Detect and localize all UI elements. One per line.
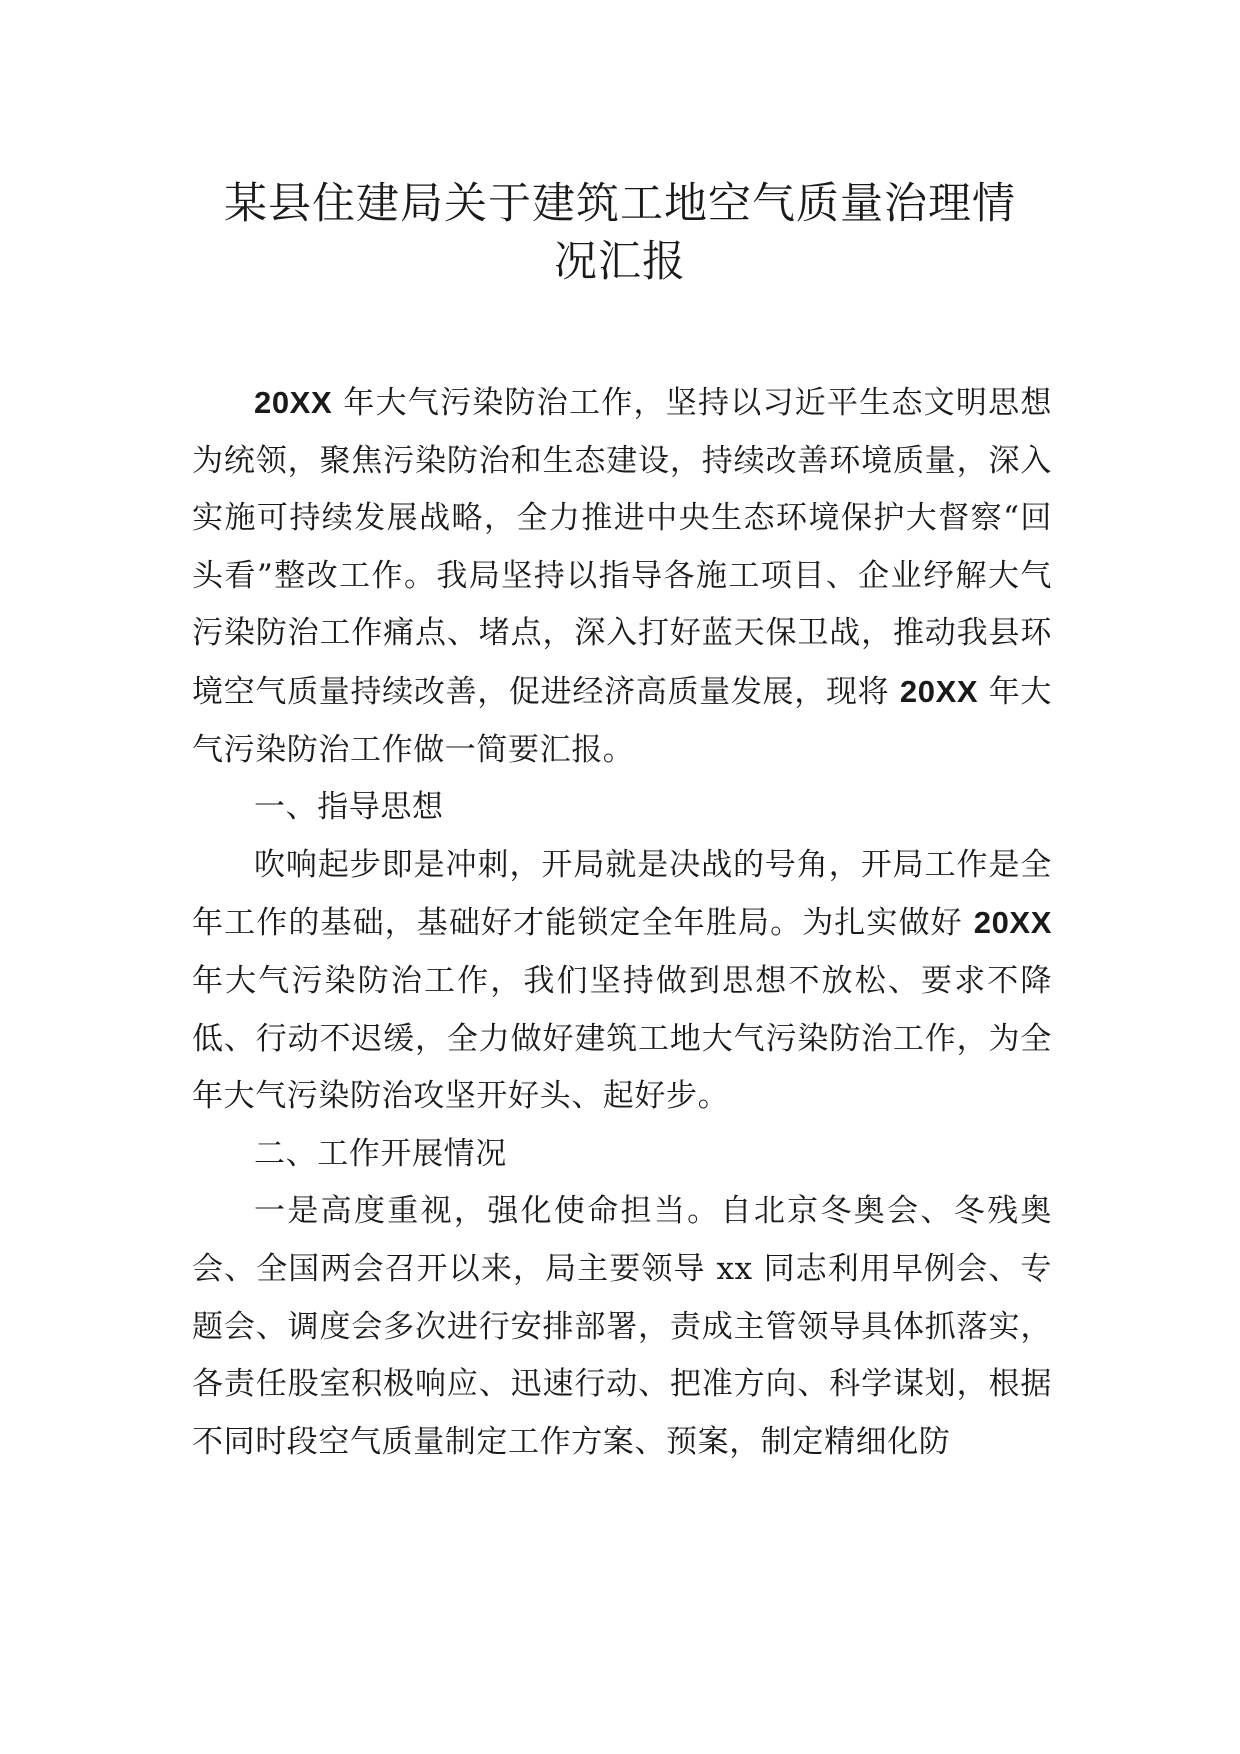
paragraph-work-progress: 一是高度重视，强化使命担当。自北京冬奥会、冬残奥会、全国两会召开以来，局主要领导 xx 同志利用早例会、专题会、调度会多次进行安排部署，责成主管领导具体抓落实，各责任股室积极响应、迅速行动、把准方向、科学谋划，根据不同时段空气质量制定工作方案、预案，制定精细化防 <box>192 1193 1052 1460</box>
year-label: 20XX <box>973 905 1052 941</box>
title-line-1: 某县住建局关于建筑工地空气质量治理情 <box>224 179 1016 229</box>
year-label: 20XX <box>899 673 979 709</box>
section-heading-guiding-thought: 一、指导思想 <box>254 789 444 826</box>
paragraph-intro <box>192 374 1052 779</box>
title-line-2: 况汇报 <box>554 237 686 287</box>
paragraph-guiding-text-b: 年大气污染防治工作，我们坚持做到思想不放松、要求不降低、行动不迟缓，全力做好建筑工地大气污染防治工作，为全年大气污染防治攻坚开好头、起好步。 <box>192 962 1052 1115</box>
section-heading-work-progress: 二、工作开展情况 <box>254 1135 507 1172</box>
paragraph-intro-text-b: 年大气污染防治工作做一简要汇报。 <box>192 673 1053 768</box>
paragraph-intro-text-a: 年大气污染防治工作，坚持以习近平生态文明思想为统领，聚焦污染防治和生态建设，持续改善环境质量，深入实施可持续发展战略，全力推进中央生态环境保护大督察“回头看”整改工作。我局坚持以指导各施工项目、企业纾解大气污染防治工作痛点、堵点，深入打好蓝天保卫战，推动我县环境空气质量持续改善，促进经济高质量发展，现将 <box>192 385 1052 710</box>
document-body <box>192 374 1052 1471</box>
year-label: 20XX <box>254 385 333 420</box>
paragraph-guiding-text-a: 吹响起步即是冲刺，开局就是决战的号角，开局工作是全年工作的基础，基础好才能锁定全年胜局。为扎实做好 <box>192 846 1052 942</box>
document-title <box>170 175 1070 291</box>
paragraph-guiding-thought <box>192 837 1052 1126</box>
